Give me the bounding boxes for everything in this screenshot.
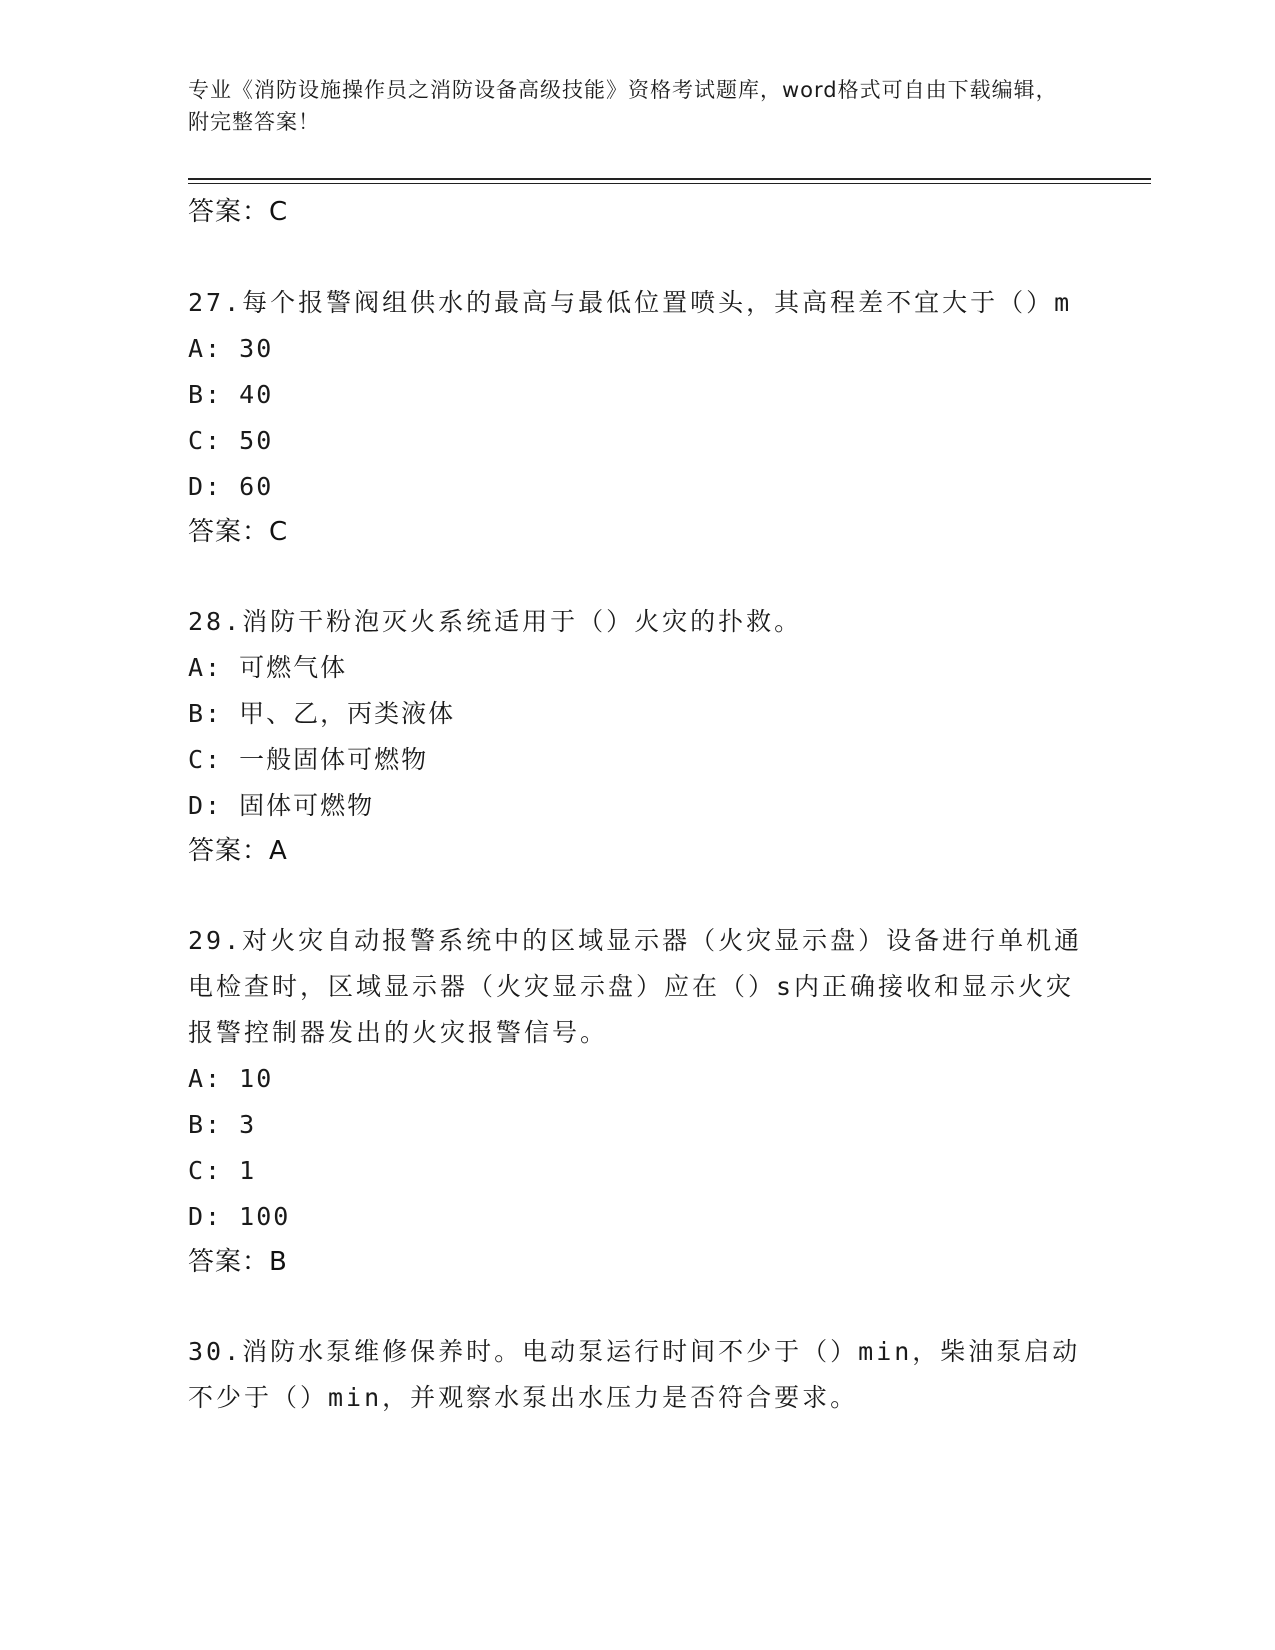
spacer <box>188 1284 1088 1329</box>
option-b: B: 3 <box>188 1110 257 1139</box>
question-list <box>188 190 1088 1421</box>
option-d: D: 固体可燃物 <box>188 791 375 820</box>
answer-line: 答案：C <box>188 197 289 227</box>
option-b: B: 40 <box>188 380 274 409</box>
option-c: C: 一般固体可燃物 <box>188 745 429 774</box>
question-text: 28.消防干粉泡灭火系统适用于（）火灾的扑救。 <box>188 607 803 636</box>
answer-line: 答案：A <box>188 836 288 866</box>
option-a: A: 可燃气体 <box>188 653 348 682</box>
document-header <box>188 74 1068 138</box>
header-text: 专业《消防设施操作员之消防设备高级技能》资格考试题库，word格式可自由下载编辑，附完整答案！ <box>188 78 1058 134</box>
option-b: B: 甲、乙，丙类液体 <box>188 699 456 728</box>
option-d: D: 60 <box>188 472 274 501</box>
answer-line: 答案：B <box>188 1247 288 1277</box>
option-c: C: 50 <box>188 426 274 455</box>
question-text: 29.对火灾自动报警系统中的区域显示器（火灾显示盘）设备进行单机通电检查时，区域显示器（火灾显示盘）应在（）s内正确接收和显示火灾报警控制器发出的火灾报警信号。 <box>188 926 1083 1047</box>
question-item <box>188 1329 1088 1421</box>
option-c: C: 1 <box>188 1156 257 1185</box>
spacer <box>188 234 1088 280</box>
option-a: A: 10 <box>188 1064 274 1093</box>
question-text: 30.消防水泵维修保养时。电动泵运行时间不少于（）min，柴油泵启动不少于（）min，并观察水泵出水压力是否符合要求。 <box>188 1337 1081 1412</box>
option-a: A: 30 <box>188 334 274 363</box>
option-d: D: 100 <box>188 1202 291 1231</box>
question-item <box>188 280 1088 554</box>
question-item <box>188 599 1088 873</box>
spacer <box>188 554 1088 599</box>
question-text: 27.每个报警阀组供水的最高与最低位置喷头，其高程差不宜大于（）m <box>188 288 1073 317</box>
header-divider-thin <box>188 183 1151 184</box>
question-item <box>188 918 1088 1284</box>
answer-line: 答案：C <box>188 517 289 547</box>
header-divider-thick <box>188 178 1151 180</box>
spacer <box>188 873 1088 918</box>
